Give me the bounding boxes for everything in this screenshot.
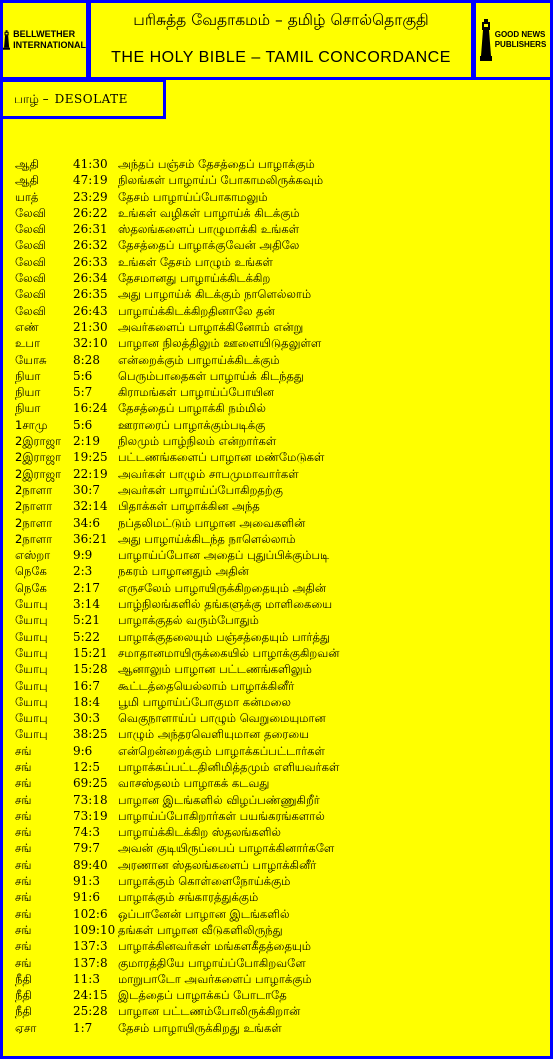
verse-book: யோபு <box>15 694 48 709</box>
verse-book: சங் <box>15 743 32 758</box>
verse-text: பாழாக்கும் கொள்ளைநோய்க்கும் <box>118 874 291 889</box>
verse-text: பாழாக்குதலையும் பஞ்சத்தையும் பார்த்து <box>118 629 330 644</box>
verse-text: பாழாய்ப்போன அதைப் புதுப்பிக்கும்படி <box>118 548 330 563</box>
verse-reference: 1:7 <box>73 1020 93 1035</box>
verse-text: அவன் குடியிருப்பைப் பாழாக்கினார்களே <box>118 841 335 856</box>
verse-book: யோபு <box>15 727 48 742</box>
lighthouse-icon <box>480 19 492 61</box>
verse-reference: 22:19 <box>73 466 108 481</box>
verse-text: என்றைக்கும் பாழாய்க்கிடக்கும் <box>118 352 280 367</box>
verse-reference: 26:32 <box>73 238 108 253</box>
lighthouse-icon <box>3 21 10 59</box>
verse-text: அவர்கள் பாழாய்ப்போகிறதற்கு <box>118 482 283 497</box>
verse-book: சங் <box>15 776 32 791</box>
verse-book: நீதி <box>15 1004 32 1019</box>
verse-text: பிதாக்கள் பாழாக்கின அந்த <box>118 499 260 514</box>
verse-reference: 36:21 <box>73 531 108 546</box>
verse-text: நகரம் பாழானதும் அதின் <box>118 564 249 579</box>
verse-text: தேசமானது பாழாய்க்கிடக்கிற <box>118 271 271 286</box>
verse-reference: 69:25 <box>73 776 108 791</box>
verse-text: உங்கள் வழிகள் பாழாய்க் கிடக்கும் <box>118 205 300 220</box>
verse-book: நீதி <box>15 988 32 1003</box>
verse-text: அரணான ஸ்தலங்களைப் பாழாக்கினீர் <box>118 857 317 872</box>
verse-reference: 9:6 <box>73 743 93 758</box>
title-english: THE HOLY BIBLE – TAMIL CONCORDANCE <box>111 49 451 66</box>
verse-text: நப்தலிமட்டும் பாழான அவைகளின் <box>118 515 306 530</box>
verse-book: 2நாளா <box>15 515 53 530</box>
bellwether-logo-text: BELLWETHER INTERNATIONAL <box>13 29 86 50</box>
verse-book: எண் <box>15 319 39 334</box>
verse-reference: 89:40 <box>73 857 108 872</box>
verse-book: லேவி <box>15 238 46 253</box>
verse-reference: 23:29 <box>73 189 108 204</box>
verse-reference: 30:7 <box>73 482 100 497</box>
verse-book: ஆதி <box>15 173 39 188</box>
verse-text: பட்டணங்களைப் பாழான மண்மேடுகள் <box>118 450 325 465</box>
verse-book: ஆதி <box>15 157 39 171</box>
verse-reference: 15:21 <box>73 645 108 660</box>
verse-text: அவர்களைப் பாழாக்கினோம் என்று <box>118 319 304 334</box>
verse-text: அது பாழாய்க் கிடக்கும் நாளெல்லாம் <box>118 287 312 302</box>
verse-reference: 26:43 <box>73 303 108 318</box>
verse-book: சங் <box>15 922 32 937</box>
verse-book: யோபு <box>15 678 48 693</box>
verse-reference: 5:22 <box>73 629 100 644</box>
verse-reference: 137:8 <box>73 955 108 970</box>
verse-reference: 12:5 <box>73 759 100 774</box>
verse-reference: 74:3 <box>73 825 100 840</box>
verse-text: பாழான நிலத்திலும் ஊளையிடுதலுள்ள <box>118 336 322 351</box>
verse-reference: 25:28 <box>73 1004 108 1019</box>
verse-text: அந்தப் பஞ்சம் தேசத்தைப் பாழாக்கும் <box>118 157 315 171</box>
verse-text: சமாதானமாயிருக்கையில் பாழாக்குகிறவன் <box>118 645 340 660</box>
verse-text: ஊராரைப் பாழாக்கும்படிக்கு <box>118 417 266 432</box>
verse-reference: 41:30 <box>73 157 108 171</box>
verse-book: நியா <box>15 385 41 400</box>
verse-reference: 26:31 <box>73 222 108 237</box>
verse-text: குமாரத்தியே பாழாய்ப்போகிறவளே <box>118 955 306 970</box>
verse-reference: 8:28 <box>73 352 100 367</box>
verse-text: தேசத்தைப் பாழாக்கி நம்மில் <box>118 401 266 416</box>
verse-text: பாழ்நிலங்களில் தங்களுக்கு மாளிகையை <box>118 597 333 612</box>
verse-text: பாழாய்ப்போகிறார்கள் பயங்கரங்களால் <box>118 808 325 823</box>
verse-text: பாழாக்கும் சங்காரத்துக்கும் <box>118 890 259 905</box>
verse-book: நெகே <box>15 564 47 579</box>
topic-box <box>0 79 166 119</box>
verse-book: சங் <box>15 939 32 954</box>
verse-reference: 109:10 <box>73 922 116 937</box>
verse-book: 1சாமு <box>15 417 48 432</box>
bellwether-logo <box>0 0 89 80</box>
verse-book: லேவி <box>15 205 46 220</box>
verse-reference: 2:17 <box>73 580 100 595</box>
verse-book: யோபு <box>15 629 48 644</box>
verse-text: இடத்தைப் பாழாக்கப் போடாதே <box>118 988 287 1003</box>
verse-reference: 47:19 <box>73 173 108 188</box>
verse-reference: 11:3 <box>73 971 100 986</box>
verse-reference: 5:6 <box>73 368 93 383</box>
verse-text: பூமி பாழாய்ப்போகுமா கன்மலை <box>118 694 291 709</box>
verse-reference: 3:14 <box>73 597 100 612</box>
verse-book: உபா <box>15 336 40 351</box>
verse-text: வாசஸ்தலம் பாழாகக் கடவது <box>118 776 270 791</box>
verse-book: சங் <box>15 874 32 889</box>
verse-book: யாத் <box>15 189 39 204</box>
verse-book: சங் <box>15 841 32 856</box>
verse-reference: 32:10 <box>73 336 108 351</box>
verse-text: மாறுபாடோ அவர்களைப் பாழாக்கும் <box>118 971 312 986</box>
verse-book: நீதி <box>15 971 32 986</box>
topic-heading <box>14 92 128 108</box>
verse-reference: 26:35 <box>73 287 108 302</box>
verse-reference: 137:3 <box>73 939 108 954</box>
verse-text: பாழும் அந்தரவெளியுமான தரையை <box>118 727 310 742</box>
verse-reference: 26:22 <box>73 205 108 220</box>
verse-reference: 73:19 <box>73 808 108 823</box>
verse-reference: 26:33 <box>73 254 108 269</box>
verse-reference: 5:21 <box>73 613 100 628</box>
verse-text: பாழான பட்டணம்போலிருக்கிறான் <box>118 1004 301 1019</box>
verse-reference: 2:19 <box>73 434 100 449</box>
verse-text: என்றென்றைக்கும் பாழாக்கப்பட்டார்கள் <box>118 743 325 758</box>
verse-reference: 32:14 <box>73 499 108 514</box>
verse-book: 2இராஜா <box>15 450 62 465</box>
verse-book: சங் <box>15 906 32 921</box>
verse-text: பாழாய்க்கிடக்கிறதினாலே தன் <box>118 303 275 318</box>
verse-text: பாழான இடங்களில் விழப்பண்ணுகிறீர் <box>118 792 320 807</box>
good-news-publishers-logo <box>473 0 553 80</box>
verse-reference: 5:6 <box>73 417 93 432</box>
verse-text: கூட்டத்தையெல்லாம் பாழாக்கினீர் <box>118 678 295 693</box>
verse-reference: 5:7 <box>73 385 93 400</box>
verse-text: தேசம் பாழாயிருக்கிறது உங்கள் <box>118 1020 282 1035</box>
verse-book: சங் <box>15 808 32 823</box>
verse-reference: 79:7 <box>73 841 100 856</box>
verse-book: யோசு <box>15 352 47 367</box>
verse-text: வெகுநாளாய்ப் பாழும் வெறுமையுமான <box>118 711 326 726</box>
verse-book: 2நாளா <box>15 531 53 546</box>
verse-book: யோபு <box>15 645 48 660</box>
verse-text: தேசம் பாழாய்ப்போகாமலும் <box>118 189 268 204</box>
verse-text: உங்கள் தேசம் பாழும் உங்கள் <box>118 254 273 269</box>
good-news-logo-text: GOOD NEWS PUBLISHERS <box>494 30 547 49</box>
verse-book: ஏசா <box>15 1020 37 1035</box>
verse-text: அது பாழாய்க்கிடந்த நாளெல்லாம் <box>118 531 296 546</box>
verse-book: சங் <box>15 857 32 872</box>
title-banner <box>88 0 474 80</box>
verse-book: யோபு <box>15 597 48 612</box>
verse-text: பாழாய்க்கிடக்கிற ஸ்தலங்களில் <box>118 825 281 840</box>
verse-reference: 16:7 <box>73 678 100 693</box>
verse-book: 2இராஜா <box>15 466 62 481</box>
verse-book: 2நாளா <box>15 499 53 514</box>
verse-text: நிலங்கள் பாழாய்ப் போகாமலிருக்கவும் <box>118 173 324 188</box>
verse-reference: 19:25 <box>73 450 108 465</box>
verse-book: நியா <box>15 401 41 416</box>
verse-reference: 26:34 <box>73 271 108 286</box>
verse-text: எருசலேம் பாழாயிருக்கிறதையும் அதின் <box>118 580 327 595</box>
verse-text: கிராமங்கள் பாழாய்ப்போயின <box>118 385 275 400</box>
verse-text: ஸ்தலங்களைப் பாழுமாக்கி உங்கள் <box>118 222 300 237</box>
verse-reference: 73:18 <box>73 792 108 807</box>
verse-book: லேவி <box>15 254 46 269</box>
verse-reference: 21:30 <box>73 319 108 334</box>
verse-text: அவர்கள் பாழும் சாபமுமாவார்கள் <box>118 466 299 481</box>
verse-text: நிலமும் பாழ்நிலம் என்றார்கள் <box>118 434 277 449</box>
topic-english: DESOLATE <box>54 92 128 106</box>
verse-book: நெகே <box>15 580 47 595</box>
verse-book: சங் <box>15 955 32 970</box>
verse-reference: 30:3 <box>73 711 100 726</box>
title-tamil: பரிசுத்த வேதாகமம் – தமிழ் சொல்தொகுதி <box>133 11 429 29</box>
verse-reference: 38:25 <box>73 727 108 742</box>
verse-reference: 15:28 <box>73 662 108 677</box>
verse-reference: 18:4 <box>73 694 100 709</box>
verse-reference: 91:6 <box>73 890 100 905</box>
topic-tamil: பாழ் – <box>14 92 49 106</box>
verse-book: லேவி <box>15 271 46 286</box>
verse-reference: 2:3 <box>73 564 93 579</box>
verse-book: சங் <box>15 759 32 774</box>
verse-book: சங் <box>15 792 32 807</box>
verse-reference: 24:15 <box>73 988 108 1003</box>
verse-text: ஒப்பானேன் பாழான இடங்களில் <box>118 906 290 921</box>
verse-reference: 16:24 <box>73 401 108 416</box>
verse-reference: 9:9 <box>73 548 93 563</box>
verse-text: பெரும்பாதைகள் பாழாய்க் கிடந்தது <box>118 368 304 383</box>
verse-book: லேவி <box>15 287 46 302</box>
verse-text: தங்கள் பாழான வீடுகளிலிருந்து <box>118 922 283 937</box>
verse-text: தேசத்தைப் பாழாக்குவேன் அதிலே <box>118 238 300 253</box>
verse-book: யோபு <box>15 662 48 677</box>
verse-book: எஸ்றா <box>15 548 51 563</box>
verse-book: 2இராஜா <box>15 434 62 449</box>
verse-text: பாழாக்கினவர்கள் மங்களகீதத்தையும் <box>118 939 312 954</box>
verse-book: லேவி <box>15 222 46 237</box>
verse-book: லேவி <box>15 303 46 318</box>
verse-book: 2நாளா <box>15 482 53 497</box>
verse-book: சங் <box>15 890 32 905</box>
verse-book: சங் <box>15 825 32 840</box>
verse-book: நியா <box>15 368 41 383</box>
verse-book: யோபு <box>15 613 48 628</box>
verse-book: யோபு <box>15 711 48 726</box>
verse-reference: 34:6 <box>73 515 100 530</box>
verse-text: ஆனாலும் பாழான பட்டணங்களிலும் <box>118 662 312 677</box>
verse-reference: 91:3 <box>73 874 100 889</box>
verse-text: பாழாக்குதல் வரும்போதும் <box>118 613 259 628</box>
verse-reference: 102:6 <box>73 906 108 921</box>
verse-text: பாழாக்கப்பட்டதினிமித்தமும் எளியவர்கள் <box>118 759 340 774</box>
